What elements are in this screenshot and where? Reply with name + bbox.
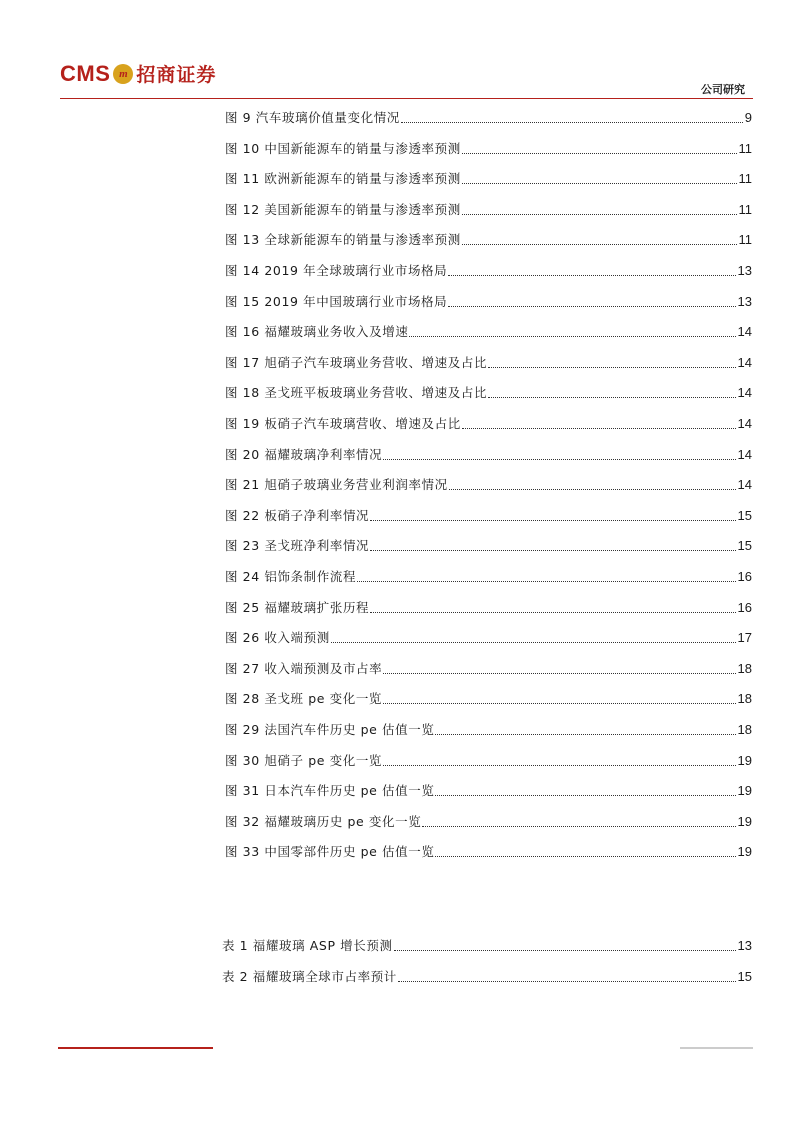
toc-entry-fig24[interactable]: [225, 565, 752, 585]
toc-label: 图 22 板硝子净利率情况: [225, 507, 370, 523]
toc-entry-fig9[interactable]: [225, 106, 752, 126]
toc-entry-fig10[interactable]: [225, 137, 752, 157]
toc-label: 图 20 福耀玻璃净利率情况: [225, 446, 383, 462]
header-divider: [60, 98, 753, 99]
dot-leader: [488, 366, 735, 368]
toc-page: 18: [737, 691, 752, 707]
toc-label: 图 27 收入端预测及市占率: [225, 660, 383, 676]
dot-leader: [357, 580, 735, 582]
toc-entry-fig22[interactable]: [225, 504, 752, 524]
dot-leader: [394, 949, 736, 951]
toc-label: 图 25 福耀玻璃扩张历程: [225, 599, 370, 615]
page-header: [0, 0, 793, 100]
toc-label: 图 17 旭硝子汽车玻璃业务营收、增速及占比: [225, 354, 488, 370]
dot-leader: [462, 213, 737, 215]
toc-page: 9: [744, 110, 752, 125]
toc-page: 13: [737, 293, 752, 309]
toc-label: 图 9 汽车玻璃价值量变化情况: [225, 110, 400, 125]
toc-entry-fig25[interactable]: [225, 596, 752, 616]
toc-page: 19: [737, 813, 752, 829]
toc-label: 图 19 板硝子汽车玻璃营收、增速及占比: [225, 416, 461, 431]
toc-label: 图 23 圣戈班净利率情况: [225, 538, 370, 554]
section-label: 公司研究: [701, 83, 745, 96]
toc-label: 表 2 福耀玻璃全球市占率预计: [222, 969, 397, 984]
toc-entry-fig19[interactable]: [225, 412, 752, 432]
toc-page: 11: [738, 201, 752, 217]
dot-leader: [383, 672, 735, 674]
toc-page: 15: [737, 507, 752, 523]
toc-page: 14: [737, 385, 752, 401]
dot-leader: [462, 243, 737, 245]
toc-page: 19: [737, 783, 752, 799]
toc-label: 图 12 美国新能源车的销量与渗透率预测: [225, 201, 461, 217]
dot-leader: [401, 121, 743, 123]
toc-label: 图 16 福耀玻璃业务收入及增速: [225, 324, 409, 340]
dot-leader: [370, 549, 735, 551]
footer-rule-right: [680, 1047, 753, 1049]
dot-leader: [370, 519, 735, 521]
toc-label: 图 15 2019 年中国玻璃行业市场格局: [225, 293, 448, 309]
toc-entry-fig26[interactable]: [225, 626, 752, 646]
toc-entry-fig23[interactable]: [225, 534, 752, 554]
toc-label: 图 31 日本汽车件历史 pe 估值一览: [225, 783, 435, 799]
dot-leader: [331, 641, 736, 643]
dot-leader: [383, 458, 735, 460]
dot-leader: [383, 702, 736, 704]
toc-label: 图 26 收入端预测: [225, 630, 330, 646]
toc-label: 图 13 全球新能源车的销量与渗透率预测: [225, 232, 461, 248]
dot-leader: [449, 488, 736, 490]
toc-entry-fig13[interactable]: [225, 228, 752, 248]
toc-entry-fig33[interactable]: [225, 840, 752, 860]
dot-leader: [398, 980, 736, 982]
dot-leader: [462, 427, 736, 429]
toc-entry-fig15[interactable]: [225, 290, 752, 310]
toc-entry-fig11[interactable]: [225, 167, 752, 187]
logo-chinese: 招商证券: [136, 64, 217, 86]
toc-entry-fig31[interactable]: [225, 779, 752, 799]
toc-page: 14: [737, 354, 752, 370]
dot-leader: [422, 825, 735, 827]
toc-page: 14: [737, 324, 752, 340]
toc-page: 15: [737, 538, 752, 554]
toc-label: 图 30 旭硝子 pe 变化一览: [225, 752, 383, 768]
toc-page: 11: [738, 232, 752, 248]
toc-entry-fig29[interactable]: [225, 718, 752, 738]
toc-page: 17: [737, 630, 752, 646]
toc-entry-fig16[interactable]: [225, 320, 752, 340]
toc-page: 16: [737, 599, 752, 615]
logo-badge-icon: m: [113, 64, 133, 84]
toc-page: 19: [737, 844, 752, 860]
toc-label: 图 11 欧洲新能源车的销量与渗透率预测: [225, 171, 461, 187]
toc-entry-fig21[interactable]: [225, 473, 752, 493]
dot-leader: [409, 335, 735, 337]
toc-entry-fig27[interactable]: [225, 657, 752, 677]
toc-page: 19: [737, 752, 752, 768]
logo-latin: CMS: [60, 60, 111, 86]
toc-page: 14: [737, 446, 752, 462]
toc-label: 图 32 福耀玻璃历史 pe 变化一览: [225, 813, 422, 829]
dot-leader: [462, 152, 737, 154]
toc-page: 16: [737, 569, 752, 584]
dot-leader: [435, 855, 735, 857]
dot-leader: [383, 764, 736, 766]
toc-page: 18: [737, 722, 752, 737]
toc-entry-fig30[interactable]: [225, 749, 752, 769]
toc-page: 13: [737, 263, 752, 278]
cms-logo: [60, 60, 216, 87]
toc-entry-fig32[interactable]: [225, 810, 752, 830]
toc-entry-fig20[interactable]: [225, 443, 752, 463]
toc-label: 图 21 旭硝子玻璃业务营业利润率情况: [225, 477, 448, 493]
toc-page: 11: [738, 171, 752, 187]
toc-entry-fig18[interactable]: [225, 381, 752, 401]
toc-label: 图 10 中国新能源车的销量与渗透率预测: [225, 140, 461, 156]
toc-entry-table2[interactable]: [222, 965, 752, 985]
toc-page: 18: [737, 660, 752, 676]
toc-entry-fig14[interactable]: [225, 259, 752, 279]
toc-label: 表 1 福耀玻璃 ASP 增长预测: [222, 938, 393, 953]
dot-leader: [448, 274, 735, 276]
toc-label: 图 28 圣戈班 pe 变化一览: [225, 691, 383, 707]
toc-label: 图 18 圣戈班平板玻璃业务营收、增速及占比: [225, 385, 488, 401]
dot-leader: [370, 611, 735, 613]
toc-page: 15: [737, 969, 752, 984]
toc-label: 图 33 中国零部件历史 pe 估值一览: [225, 844, 435, 860]
toc-label: 图 24 铝饰条制作流程: [225, 569, 357, 584]
toc-label: 图 29 法国汽车件历史 pe 估值一览: [225, 722, 435, 737]
toc-page: 11: [738, 140, 752, 156]
toc-page: 14: [737, 416, 752, 431]
dot-leader: [488, 396, 735, 398]
toc-entry-fig12[interactable]: [225, 198, 752, 218]
toc-page: 13: [737, 938, 752, 953]
toc-page: 14: [737, 477, 752, 493]
toc-entry-fig17[interactable]: [225, 351, 752, 371]
toc-entry-table1[interactable]: [222, 934, 752, 954]
footer-rule-left: [58, 1047, 213, 1049]
dot-leader: [462, 182, 737, 184]
toc-label: 图 14 2019 年全球玻璃行业市场格局: [225, 263, 448, 278]
toc-entry-fig28[interactable]: [225, 687, 752, 707]
dot-leader: [448, 305, 735, 307]
dot-leader: [435, 794, 735, 796]
dot-leader: [435, 733, 735, 735]
